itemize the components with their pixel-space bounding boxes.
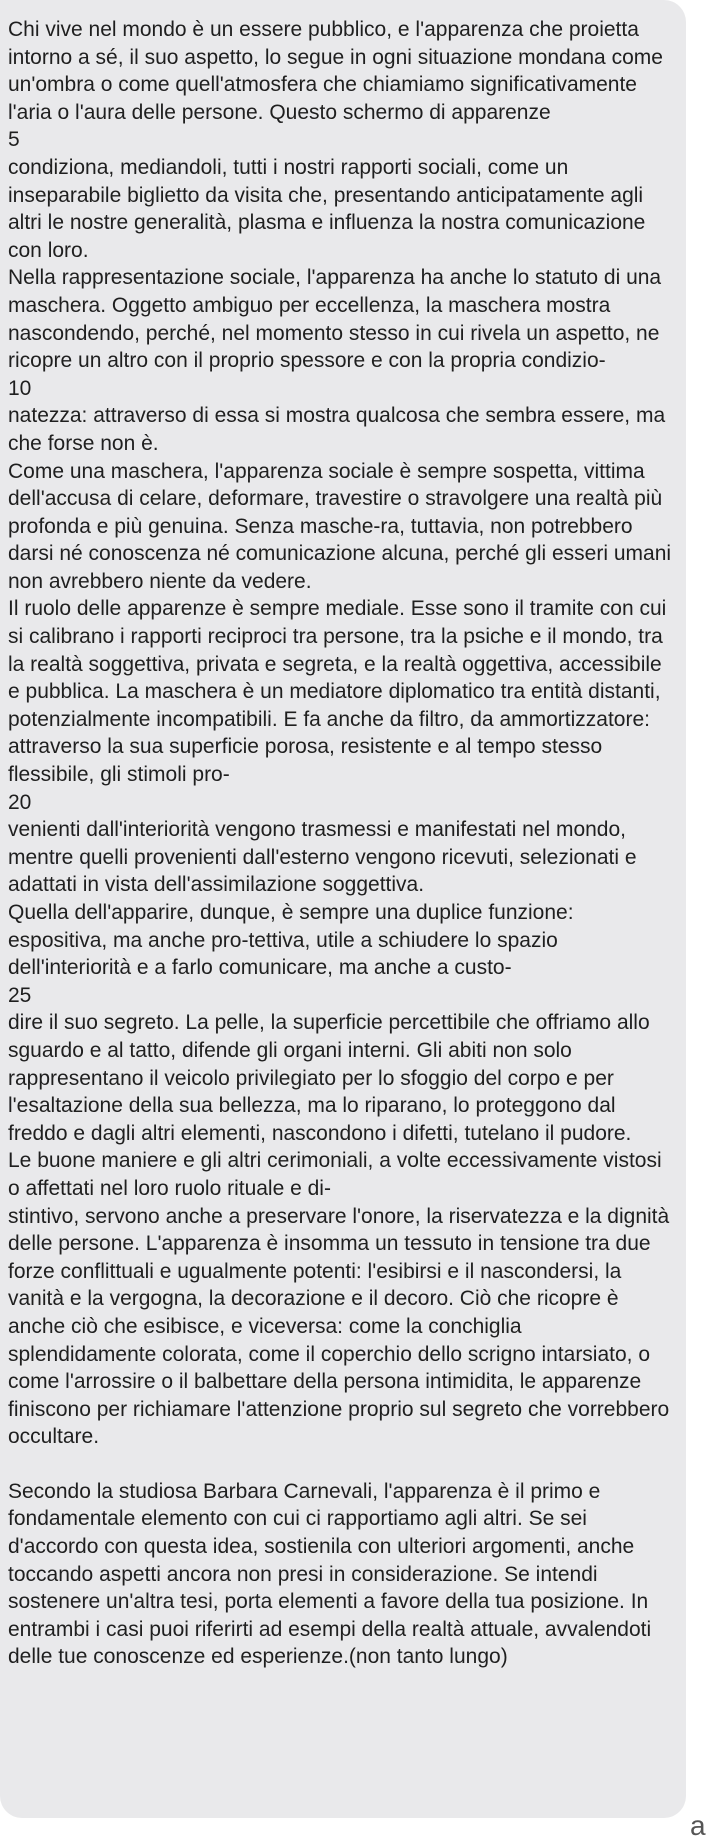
message-paragraph: condiziona, mediandoli, tutti i nostri rapporti sociali, come un inseparabile biglietto da visita che, presentando anticipatamente agli altri le nostre generalità, plasma e influenza la nostra comunicazione con loro. <box>8 155 646 262</box>
message-paragraph: stintivo, servono anche a preservare l'onore, la riservatezza e la dignità delle persone. L'apparenza è insomma un tessuto in tensione tra due forze conflittuali e ugualmente potenti: l'esibirsi e il nascondersi, la vanità e la vergogna, la decorazione e il decoro. Ciò che ricopre è anche ciò che esibisce, e viceversa: come la conchiglia splendidamente colorata, come il coperchio dello scrigno intarsiato, o come l'arrossire o il balbettare della persona intimidita, le apparenze finiscono per richiamare l'attenzione proprio sul segreto che vorrebbero occultare. <box>8 1204 670 1449</box>
message-paragraph: Le buone maniere e gli altri cerimoniali, a volte eccessivamente vistosi o affettati nel loro ruolo rituale e di- <box>8 1149 662 1200</box>
message-paragraph: dire il suo segreto. La pelle, la superficie percettibile che offriamo allo sguardo e al tatto, difende gli organi interni. Gli abiti non solo rappresentano il veicolo privilegiato per lo sfoggio del corpo e per l'esaltazione della sua bellezza, ma lo riparano, lo proteggono dal freddo e dagli altri elementi, nascondono i difetti, tutelano il pudore. <box>8 1011 650 1145</box>
line-number: 5 <box>8 128 20 152</box>
prompt-paragraph: Secondo la studiosa Barbara Carnevali, l'apparenza è il primo e fondamentale elemento con cui ci rapportiamo agli altri. Se sei d'accordo con questa idea, sostienila con ulteriori argomenti, anche toccando aspetti ancora non presi in considerazione. Se intendi sostenere un'altra tesi, porta elementi a favore della tua posizione. In entrambi i casi puoi riferirti ad esempi della realtà attuale, avvalendoti delle tue conoscenze ed esperienze.(non tanto lungo) <box>8 1479 652 1669</box>
line-number: 20 <box>8 790 32 814</box>
cropped-text-glyph: a <box>690 1810 706 1841</box>
message-paragraph: Come una maschera, l'apparenza sociale è sempre sospetta, vittima dell'accusa di celare, deformare, travestire o stravolgere una realtà più profonda e più genuina. Senza masche-ra, tuttavia, non potrebbero darsi né conoscenza né comunicazione alcuna, perché gli esseri umani non avrebbero niente da vedere. <box>8 459 672 593</box>
message-paragraph: Chi vive nel mondo è un essere pubblico, e l'apparenza che proietta intorno a sé, il suo aspetto, lo segue in ogni situazione mondana come un'ombra o come quell'atmosfera che chiamiamo significativamente l'aria o l'aura delle persone. Questo schermo di apparenze <box>8 18 663 124</box>
line-number: 10 <box>8 376 32 400</box>
line-number: 25 <box>8 983 32 1007</box>
message-paragraph: Quella dell'apparire, dunque, è sempre una duplice funzione: espositiva, ma anche pro-tettiva, utile a schiudere lo spazio dell'interiorità e a farlo comunicare, ma anche a custo- <box>8 901 574 980</box>
message-paragraph: venienti dall'interiorità vengono trasmessi e manifestati nel mondo, mentre quelli provenienti dall'esterno vengono ricevuti, selezionati e adattati in vista dell'assimilazione soggettiva. <box>8 818 637 897</box>
message-paragraph: Nella rappresentazione sociale, l'apparenza ha anche lo statuto di una maschera. Oggetto ambiguo per eccellenza, la maschera mostra nascondendo, perché, nel momento stesso in cui rivela un aspetto, ne ricopre un altro con il proprio spessore e con la propria condizio- <box>8 266 662 373</box>
message-paragraph: natezza: attraverso di essa si mostra qualcosa che sembra essere, ma che forse non è. <box>8 404 666 455</box>
message-paragraph: Il ruolo delle apparenze è sempre mediale. Esse sono il tramite con cui si calibrano i rapporti reciproci tra persone, tra la psiche e il mondo, tra la realtà soggettiva, privata e segreta, e la realtà oggettiva, accessibile e pubblica. La maschera è un mediatore diplomatico tra entità distanti, potenzialmente incompatibili. E fa anche da filtro, da ammortizzatore: attraverso la sua superficie porosa, resistente e al tempo stesso flessibile, gli stimoli pro- <box>8 597 667 787</box>
